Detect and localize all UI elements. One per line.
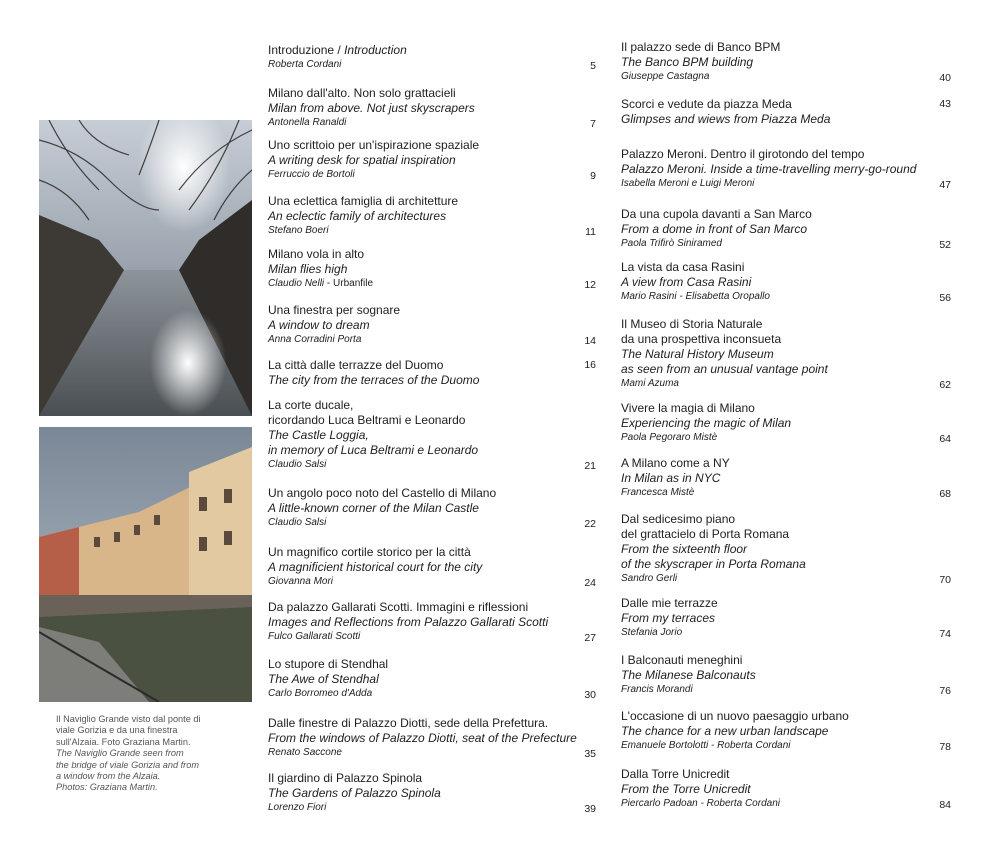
toc-page-number: 78 bbox=[939, 741, 951, 753]
toc-author-name: Claudio Salsi bbox=[268, 517, 327, 528]
toc-author-name: Anna Corradini Porta bbox=[268, 334, 362, 345]
toc-page-number: 76 bbox=[939, 685, 951, 697]
toc-title-en: as seen from an unusual vantage point bbox=[621, 362, 828, 376]
toc-page-number: 64 bbox=[939, 433, 951, 445]
toc-page-number: 47 bbox=[939, 179, 951, 191]
toc-page-number: 56 bbox=[939, 292, 951, 304]
toc-author bbox=[268, 168, 596, 182]
toc-page-number: 5 bbox=[590, 60, 596, 72]
toc-title-en: A window to dream bbox=[268, 318, 370, 332]
toc-page-number: 74 bbox=[939, 628, 951, 640]
toc-title-en: From the sixteenth floor bbox=[621, 542, 748, 556]
toc-page-number: 9 bbox=[590, 170, 596, 182]
toc-entry bbox=[621, 596, 951, 640]
toc-page-number: 84 bbox=[939, 799, 951, 811]
toc-author-name: Mario Rasini - Elisabetta Oropallo bbox=[621, 291, 770, 302]
toc-author-name: Sandro Gerli bbox=[621, 573, 678, 584]
toc-author-name: Stefania Jorio bbox=[621, 627, 683, 638]
toc-author bbox=[268, 801, 596, 815]
toc-page-number: 27 bbox=[584, 632, 596, 644]
toc-entry bbox=[268, 398, 596, 472]
toc-author-name: Mami Azuma bbox=[621, 378, 679, 389]
toc-page-number: 22 bbox=[584, 518, 596, 530]
toc-author-name: Piercarlo Padoan - Roberta Cordani bbox=[621, 798, 780, 809]
toc-page-number: 39 bbox=[584, 803, 596, 815]
toc-title-en: Palazzo Meroni. Inside a time-travelling merry-go-round bbox=[621, 162, 917, 176]
toc-author-name: Renato Saccone bbox=[268, 747, 342, 758]
toc-title-en: Images and Reflections from Palazzo Gallarati Scotti bbox=[268, 615, 549, 629]
toc-title-it: Dalla Torre Unicredit bbox=[621, 767, 730, 781]
toc-entry bbox=[268, 486, 596, 530]
toc-author-name: Fulco Gallarati Scotti bbox=[268, 631, 361, 642]
toc-author bbox=[621, 683, 951, 697]
toc-title-it: Un magnifico cortile storico per la città bbox=[268, 545, 471, 559]
toc-title-en: Introduction bbox=[344, 43, 407, 57]
toc-author bbox=[621, 572, 951, 586]
toc-entry bbox=[621, 97, 951, 127]
toc-author bbox=[621, 486, 951, 500]
toc-entry bbox=[268, 657, 596, 701]
toc-author bbox=[268, 575, 596, 589]
toc-title-en: Experiencing the magic of Milan bbox=[621, 416, 792, 430]
toc-entry bbox=[268, 86, 596, 130]
toc-author bbox=[268, 333, 596, 347]
toc-title-it: Una finestra per sognare bbox=[268, 303, 401, 317]
toc-author-name: Paola Pegoraro Mistè bbox=[621, 432, 718, 443]
toc-author bbox=[621, 431, 951, 445]
toc-title-it: Milano dall'alto. Non solo grattacieli bbox=[268, 86, 456, 100]
toc-author bbox=[268, 458, 596, 472]
toc-title-en: From the windows of Palazzo Diotti, seat of the Prefecture bbox=[268, 731, 577, 745]
toc-page-number: 12 bbox=[584, 279, 596, 291]
toc-entry bbox=[268, 138, 596, 182]
toc-title-it: A Milano come a NY bbox=[621, 456, 730, 470]
toc-author-name: Lorenzo Fiori bbox=[268, 802, 327, 813]
toc-author bbox=[621, 290, 951, 304]
toc-author bbox=[268, 224, 596, 238]
toc-entry bbox=[268, 545, 596, 589]
toc-page-number: 40 bbox=[939, 72, 951, 84]
toc-entry bbox=[268, 716, 596, 760]
toc-author-name: Emanuele Bortolotti - Roberta Cordani bbox=[621, 740, 791, 751]
toc-author-name: Paola Trifirò Siniramed bbox=[621, 238, 722, 249]
toc-title-en: From the Torre Unicredit bbox=[621, 782, 751, 796]
toc-author bbox=[621, 626, 951, 640]
toc-title-en: A writing desk for spatial inspiration bbox=[268, 153, 456, 167]
toc-author-name: Francis Morandi bbox=[621, 684, 693, 695]
toc-title-en: The Milanese Balconauts bbox=[621, 668, 756, 682]
toc-author-name: Roberta Cordani bbox=[268, 59, 342, 70]
toc-author bbox=[621, 739, 951, 753]
toc-entry bbox=[621, 207, 951, 251]
toc-entry bbox=[621, 653, 951, 697]
toc-author bbox=[621, 377, 951, 391]
toc-page-number: 11 bbox=[585, 226, 596, 238]
naviglio-photo-bridge bbox=[39, 120, 252, 416]
toc-author-name: Antonella Ranaldi bbox=[268, 117, 347, 128]
toc-entry bbox=[621, 260, 951, 304]
toc-title-it: Un angolo poco noto del Castello di Milano bbox=[268, 486, 497, 500]
toc-title-it: Palazzo Meroni. Dentro il girotondo del tempo bbox=[621, 147, 865, 161]
toc-entry bbox=[621, 456, 951, 500]
toc-author bbox=[621, 797, 951, 811]
toc-author-name: Carlo Borromeo d'Adda bbox=[268, 688, 373, 699]
caption-it-line: viale Gorizia e da una finestra bbox=[56, 725, 178, 736]
toc-title-it: Scorci e vedute da piazza Meda bbox=[621, 97, 792, 111]
toc-entry bbox=[621, 767, 951, 811]
toc-author-name: Ferruccio de Bortoli bbox=[268, 169, 355, 180]
toc-title-en: The Banco BPM building bbox=[621, 55, 754, 69]
photo-caption bbox=[56, 714, 236, 794]
toc-title-it: Lo stupore di Stendhal bbox=[268, 657, 389, 671]
toc-entry bbox=[621, 709, 951, 753]
toc-title-it: del grattacielo di Porta Romana bbox=[621, 527, 790, 541]
toc-title-en: From my terraces bbox=[621, 611, 716, 625]
caption-it-line: Il Naviglio Grande visto dal ponte di bbox=[56, 714, 201, 724]
toc-title-it: Dalle mie terrazze bbox=[621, 596, 718, 610]
toc-author bbox=[268, 746, 596, 760]
toc-title-it: ricordando Luca Beltrami e Leonardo bbox=[268, 413, 466, 427]
toc-author-name: Stefano Boeri bbox=[268, 225, 329, 236]
toc-title-it: Uno scrittoio per un'ispirazione spaziale bbox=[268, 138, 480, 152]
toc-title-it: Il giardino di Palazzo Spinola bbox=[268, 771, 423, 785]
toc-title-en: The Gardens of Palazzo Spinola bbox=[268, 786, 441, 800]
toc-title-it: I Balconauti meneghini bbox=[621, 653, 743, 667]
toc-title-en: From a dome in front of San Marco bbox=[621, 222, 808, 236]
toc-author bbox=[268, 116, 596, 130]
toc-page-number: 21 bbox=[584, 460, 596, 472]
toc-title-en: Glimpses and wiews from Piazza Meda bbox=[621, 112, 831, 126]
toc-entry bbox=[268, 194, 596, 238]
caption-en-line: the bridge of viale Gorizia and from bbox=[56, 759, 199, 770]
toc-title-en: The Castle Loggia, bbox=[268, 428, 369, 442]
toc-entry bbox=[268, 247, 596, 291]
toc-title-en: of the skyscraper in Porta Romana bbox=[621, 557, 806, 571]
toc-title-en: in memory of Luca Beltrami e Leonardo bbox=[268, 443, 479, 457]
caption-en-line: Photos: Graziana Martin. bbox=[56, 782, 158, 793]
toc-page-number: 62 bbox=[939, 379, 951, 391]
toc-page-number: 68 bbox=[939, 488, 951, 500]
toc-author bbox=[268, 630, 596, 644]
toc-title-it: Dalle finestre di Palazzo Diotti, sede della Prefettura. bbox=[268, 716, 549, 730]
toc-author bbox=[268, 58, 596, 72]
toc-entry bbox=[268, 358, 596, 388]
toc-author-name: Claudio Nelli bbox=[268, 278, 325, 289]
toc-title-it: La città dalle terrazze del Duomo bbox=[268, 358, 444, 372]
toc-page-number: 35 bbox=[584, 748, 596, 760]
toc-title-it: Una eclettica famiglia di architetture bbox=[268, 194, 459, 208]
toc-author bbox=[268, 277, 596, 291]
toc-entry bbox=[621, 40, 951, 84]
toc-author-affiliation: - Urbanfile bbox=[324, 278, 374, 289]
toc-title-en: A view from Casa Rasini bbox=[621, 275, 752, 289]
toc-author bbox=[621, 70, 951, 84]
toc-title-it: Da una cupola davanti a San Marco bbox=[621, 207, 812, 221]
toc-page-number: 7 bbox=[590, 118, 596, 130]
caption-en-line: a window from the Alzaia. bbox=[56, 771, 161, 782]
toc-title-en: Milan flies high bbox=[268, 262, 348, 276]
toc-title-en: The Natural History Museum bbox=[621, 347, 774, 361]
toc-author-name: Claudio Salsi bbox=[268, 459, 327, 470]
toc-title-en: In Milan as in NYC bbox=[621, 471, 721, 485]
naviglio-photo-alzaia bbox=[39, 427, 252, 702]
toc-title-it: La vista da casa Rasini bbox=[621, 260, 745, 274]
toc-title-it: Il palazzo sede di Banco BPM bbox=[621, 40, 781, 54]
toc-entry bbox=[268, 771, 596, 815]
toc-title-it: Dal sedicesimo piano bbox=[621, 512, 736, 526]
caption-en-line: The Naviglio Grande seen from bbox=[56, 748, 184, 759]
caption-it-line: sull'Alzaia. Foto Graziana Martin. bbox=[56, 736, 191, 747]
toc-title-it: Introduzione / Introduction bbox=[268, 43, 407, 57]
toc-entry bbox=[268, 303, 596, 347]
toc-author-name: Francesca Mistè bbox=[621, 487, 695, 498]
toc-entry bbox=[621, 512, 951, 586]
toc-page-number: 30 bbox=[584, 689, 596, 701]
toc-title-en: Milan from above. Not just skyscrapers bbox=[268, 101, 475, 115]
toc-author bbox=[268, 687, 596, 701]
toc-title-en: An eclectic family of architectures bbox=[268, 209, 447, 223]
toc-title-it: Il Museo di Storia Naturale bbox=[621, 317, 763, 331]
toc-page-number: 43 bbox=[939, 98, 951, 110]
toc-title-en: A little-known corner of the Milan Castle bbox=[268, 501, 479, 515]
toc-author-name: Isabella Meroni e Luigi Meroni bbox=[621, 178, 755, 189]
toc-author bbox=[621, 237, 951, 251]
toc-entry bbox=[268, 600, 596, 644]
toc-title-it: Da palazzo Gallarati Scotti. Immagini e riflessioni bbox=[268, 600, 529, 614]
toc-page-number: 14 bbox=[584, 335, 596, 347]
toc-title-it: da una prospettiva inconsueta bbox=[621, 332, 782, 346]
toc-title-it: L'occasione di un nuovo paesaggio urbano bbox=[621, 709, 849, 723]
toc-title-en: A magnificient historical court for the city bbox=[268, 560, 483, 574]
toc-entry bbox=[621, 401, 951, 445]
toc-page-number: 24 bbox=[584, 577, 596, 589]
toc-page-number: 70 bbox=[939, 574, 951, 586]
toc-author bbox=[268, 516, 596, 530]
toc-title-en: The city from the terraces of the Duomo bbox=[268, 373, 480, 387]
toc-title-en: The Awe of Stendhal bbox=[268, 672, 379, 686]
toc-entry bbox=[621, 317, 951, 391]
toc-title-it: La corte ducale, bbox=[268, 398, 354, 412]
toc-page-number: 16 bbox=[584, 359, 596, 371]
toc-entry bbox=[621, 147, 951, 191]
toc-author bbox=[621, 177, 951, 191]
toc-title-en: The chance for a new urban landscape bbox=[621, 724, 829, 738]
toc-page-number: 52 bbox=[939, 239, 951, 251]
toc-entry bbox=[268, 43, 596, 72]
toc-author-name: Giovanna Mori bbox=[268, 576, 334, 587]
toc-author-name: Giuseppe Castagna bbox=[621, 71, 710, 82]
toc-title-it: Milano vola in alto bbox=[268, 247, 365, 261]
toc-title-it: Vivere la magia di Milano bbox=[621, 401, 755, 415]
